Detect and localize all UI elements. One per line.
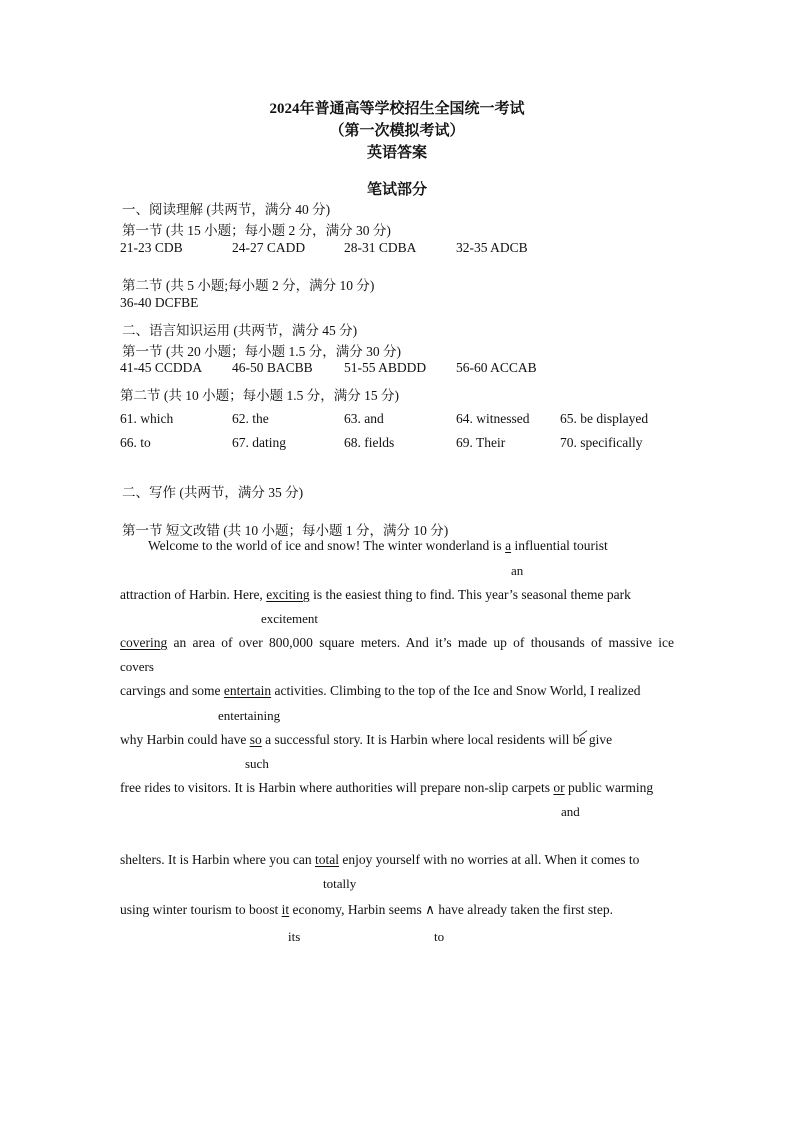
answer-item: 69. Their	[456, 435, 506, 450]
passage-line: shelters. It is Harbin where you can total enjoy yourself with no worries at all. When it comes to	[120, 852, 640, 867]
language-heading: 二、语言知识运用 (共两节，满分 45 分)	[122, 323, 358, 338]
error-mark: total	[314, 852, 339, 867]
passage-line: attraction of Harbin. Here, exciting is the easiest thing to find. This year’s seasonal theme park	[120, 587, 631, 602]
error-mark: entertain	[223, 683, 272, 698]
reading-section2-heading: 第二节 (共 5 小题;每小题 2 分，满分 10 分)	[122, 278, 375, 293]
written-part-heading: 笔试部分	[366, 182, 427, 198]
deleted-word: be	[572, 732, 586, 747]
language-section1-heading: 第一节 (共 20 小题；每小题 1.5 分，满分 30 分)	[122, 344, 401, 359]
passage-line: carvings and some entertain activities. Climbing to the top of the Ice and Snow World, I realized	[120, 683, 641, 698]
writing-heading: 二、写作 (共两节，满分 35 分)	[122, 485, 304, 500]
language-section2-heading: 第二节 (共 10 小题；每小题 1.5 分，满分 15 分)	[120, 388, 399, 403]
error-mark: exciting	[266, 587, 310, 602]
correction: an	[511, 563, 524, 578]
insert-caret: ∧	[425, 902, 435, 917]
correction: entertaining	[218, 708, 281, 723]
error-mark: a	[505, 538, 512, 553]
answer-item: 21-23 CDB	[120, 240, 183, 255]
answer-item: 62. the	[232, 411, 269, 426]
answer-item: 41-45 CCDDA	[120, 360, 203, 375]
answer-item: 67. dating	[232, 435, 286, 450]
exam-subtitle: （第一次模拟考试）	[329, 123, 465, 139]
answer-item: 63. and	[344, 411, 384, 426]
passage-line: using winter tourism to boost it economy, Harbin seems ∧ have already taken the first step.	[120, 902, 614, 917]
answer-item: 64. witnessed	[456, 411, 530, 426]
reading-heading: 一、阅读理解 (共两节，满分 40 分)	[122, 202, 331, 217]
document-name: 英语答案	[366, 145, 427, 161]
correction: totally	[323, 876, 357, 891]
answer-item: 65. be displayed	[560, 411, 649, 426]
correction: and	[561, 804, 580, 819]
answer-item: 36-40 DCFBE	[120, 295, 199, 310]
writing-section1-heading: 第一节 短文改错 (共 10 小题；每小题 1 分，满分 10 分)	[122, 523, 449, 538]
correction: covers	[120, 659, 154, 674]
correction: to	[434, 929, 445, 944]
passage-line: Welcome to the world of ice and snow! The winter wonderland is a influential tourist	[148, 538, 608, 553]
answer-item: 68. fields	[344, 435, 395, 450]
answer-item: 24-27 CADD	[232, 240, 306, 255]
answer-item: 32-35 ADCB	[456, 240, 528, 255]
reading-section1-heading: 第一节 (共 15 小题；每小题 2 分，满分 30 分)	[122, 223, 391, 238]
answer-item: 46-50 BACBB	[232, 360, 313, 375]
error-mark: it	[281, 902, 290, 917]
passage-line: why Harbin could have so a successful story. It is Harbin where local residents will be give	[120, 732, 613, 747]
answer-item: 61. which	[120, 411, 174, 426]
correction: excitement	[261, 611, 319, 626]
answer-item: 66. to	[120, 435, 151, 450]
exam-title: 2024年普通高等学校招生全国统一考试	[269, 101, 525, 117]
passage-line: covering an area of over 800,000 square meters. And it’s made up of thousands of massive ice	[120, 635, 674, 650]
error-mark: so	[249, 732, 262, 747]
answer-item: 70. specifically	[560, 435, 643, 450]
answer-item: 28-31 CDBA	[344, 240, 417, 255]
answer-item: 56-60 ACCAB	[456, 360, 537, 375]
answer-item: 51-55 ABDDD	[344, 360, 427, 375]
error-mark: covering	[120, 635, 168, 650]
correction: its	[288, 929, 301, 944]
passage-line: free rides to visitors. It is Harbin where authorities will prepare non-slip carpets or public warming	[120, 780, 654, 795]
correction: such	[245, 756, 269, 771]
error-mark: or	[553, 780, 565, 795]
